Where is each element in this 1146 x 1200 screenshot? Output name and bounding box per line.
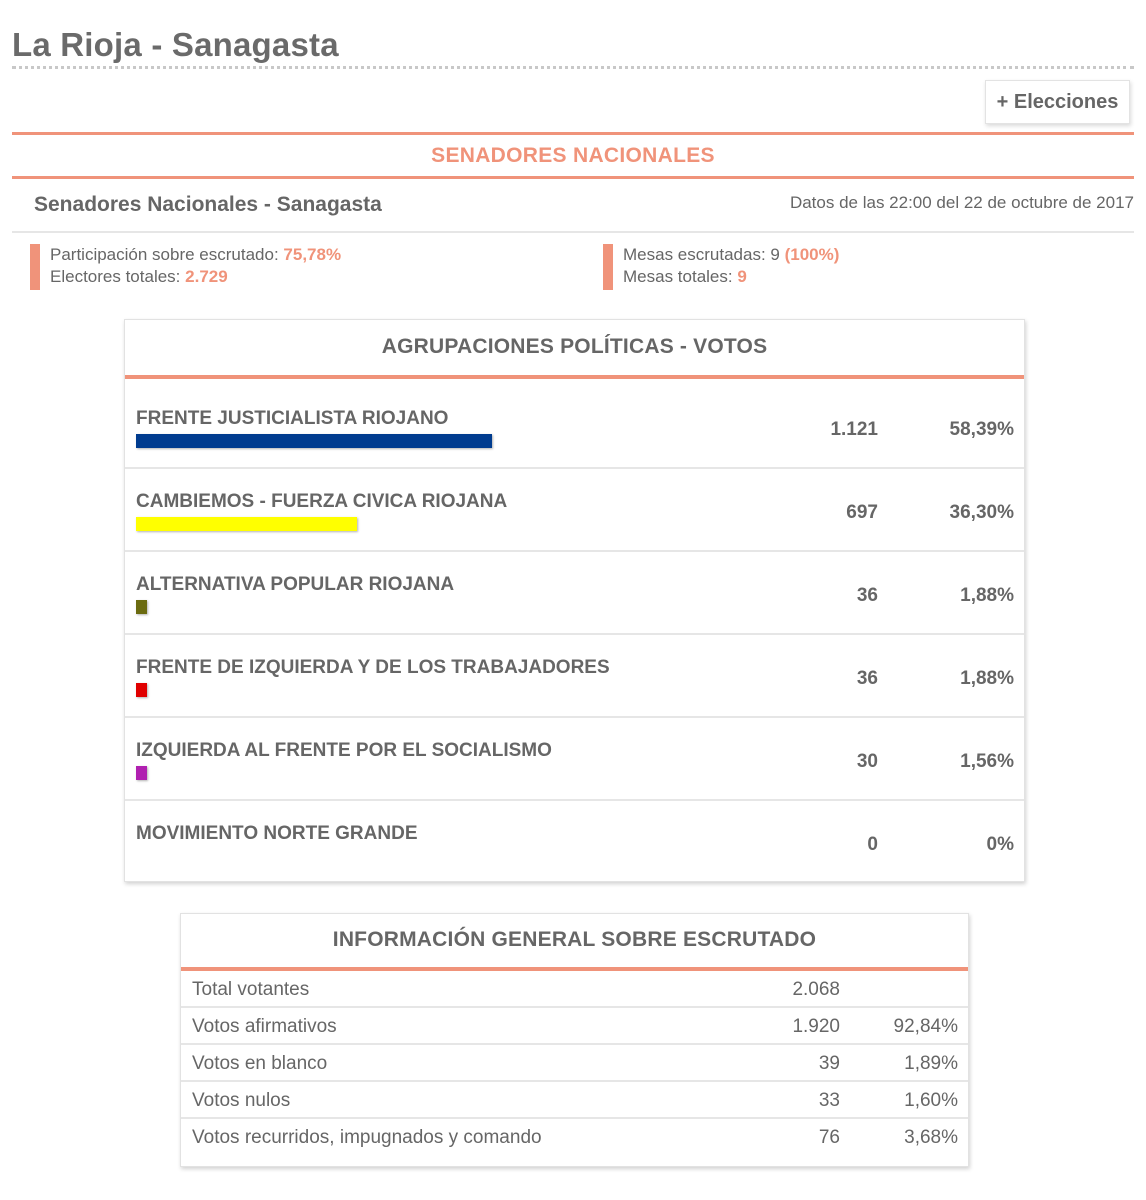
info-row	[181, 1082, 968, 1119]
party-vote-bar	[136, 600, 147, 614]
elecciones-button[interactable]: + Elecciones	[985, 80, 1130, 124]
electors-value: 2.729	[185, 267, 228, 286]
party-name: MOVIMIENTO NORTE GRANDE	[136, 823, 418, 844]
info-row	[181, 1119, 968, 1156]
info-percent: 3,68%	[904, 1127, 958, 1148]
party-votes: 0	[867, 834, 878, 855]
tables-stats	[603, 244, 839, 288]
votes-table-body	[125, 386, 1024, 884]
data-timestamp: Datos de las 22:00 del 22 de octubre de 2017	[789, 193, 1134, 212]
participation-label: Participación sobre escrutado:	[50, 245, 279, 264]
info-label: Votos nulos	[192, 1090, 291, 1111]
participation-line	[50, 244, 341, 266]
party-name: CAMBIEMOS - FUERZA CIVICA RIOJANA	[136, 491, 508, 512]
party-name: IZQUIERDA AL FRENTE POR EL SOCIALISMO	[136, 740, 552, 761]
party-name: FRENTE JUSTICIALISTA RIOJANO	[136, 408, 449, 429]
electors-label: Electores totales:	[50, 267, 181, 286]
party-percent: 1,88%	[960, 585, 1014, 606]
party-row	[125, 635, 1024, 718]
party-row	[125, 552, 1024, 635]
participation-stats	[30, 244, 341, 288]
info-label: Votos afirmativos	[192, 1016, 337, 1037]
info-value: 39	[818, 1053, 840, 1074]
votes-table	[124, 319, 1025, 882]
info-value: 33	[818, 1090, 840, 1111]
participation-value: 75,78%	[283, 245, 342, 264]
info-label: Votos recurridos, impugnados y comando	[192, 1127, 542, 1148]
party-row	[125, 386, 1024, 469]
subheader-title: Senadores Nacionales - Sanagasta	[34, 193, 382, 216]
general-info-title: INFORMACIÓN GENERAL SOBRE ESCRUTADO	[181, 914, 968, 971]
party-vote-bar	[136, 766, 147, 780]
info-value: 1.920	[792, 1016, 840, 1037]
info-row	[181, 1008, 968, 1045]
party-name: FRENTE DE IZQUIERDA Y DE LOS TRABAJADORES	[136, 657, 610, 678]
party-vote-bar	[136, 683, 147, 697]
counted-tables-line	[623, 244, 839, 266]
electors-line	[50, 266, 341, 288]
section-title: SENADORES NACIONALES	[431, 144, 715, 167]
party-votes: 697	[846, 502, 878, 523]
info-row	[181, 971, 968, 1008]
votes-table-title: AGRUPACIONES POLÍTICAS - VOTOS	[125, 320, 1024, 379]
party-votes: 1.121	[830, 419, 878, 440]
title-divider	[12, 66, 1134, 69]
party-percent: 58,39%	[949, 419, 1014, 440]
info-value: 2.068	[792, 979, 840, 1000]
party-votes: 30	[856, 751, 878, 772]
party-votes: 36	[856, 668, 878, 689]
info-percent: 92,84%	[893, 1016, 958, 1037]
party-votes: 36	[856, 585, 878, 606]
party-percent: 1,56%	[960, 751, 1014, 772]
info-percent: 1,60%	[904, 1090, 958, 1111]
party-percent: 36,30%	[949, 502, 1014, 523]
party-row	[125, 801, 1024, 884]
general-info-body	[181, 971, 968, 1156]
page-title: La Rioja - Sanagasta	[12, 26, 339, 63]
section-header	[12, 132, 1134, 179]
party-vote-bar	[136, 517, 357, 531]
party-name: ALTERNATIVA POPULAR RIOJANA	[136, 574, 455, 595]
party-row	[125, 718, 1024, 801]
info-row	[181, 1045, 968, 1082]
total-tables-line	[623, 266, 839, 288]
counted-tables-percent: (100%)	[784, 245, 840, 264]
party-row	[125, 469, 1024, 552]
info-label: Votos en blanco	[192, 1053, 328, 1074]
party-vote-bar	[136, 434, 492, 448]
total-tables-label: Mesas totales:	[623, 267, 733, 286]
general-info-table	[180, 913, 969, 1167]
party-percent: 1,88%	[960, 668, 1014, 689]
party-percent: 0%	[986, 834, 1014, 855]
subheader-divider	[12, 231, 1134, 233]
counted-tables-label: Mesas escrutadas: 9	[623, 245, 780, 264]
total-tables-value: 9	[737, 267, 747, 286]
info-percent: 1,89%	[904, 1053, 958, 1074]
info-label: Total votantes	[192, 979, 310, 1000]
info-value: 76	[818, 1127, 840, 1148]
